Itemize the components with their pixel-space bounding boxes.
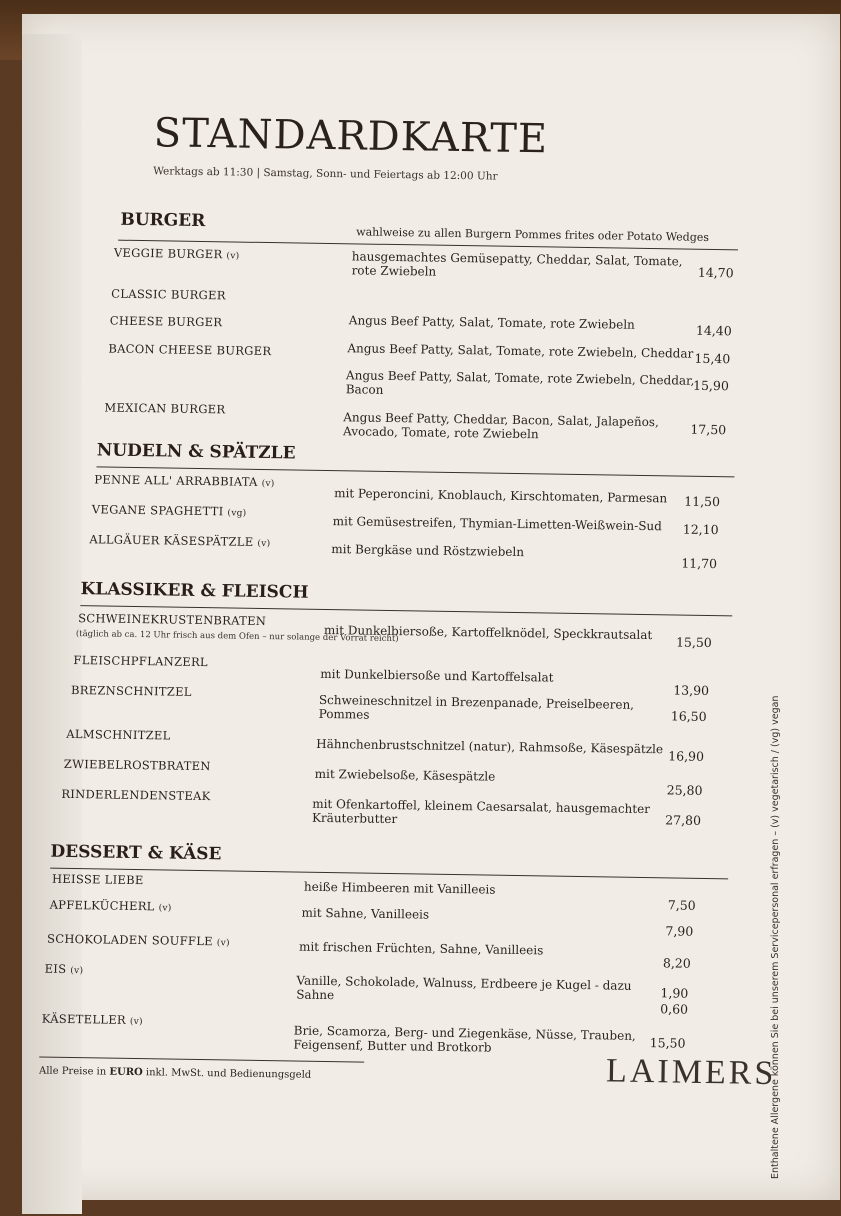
item-price: 11,50 xyxy=(684,493,721,510)
footer-divider xyxy=(39,1057,364,1063)
item-name: SCHOKOLADEN SOUFFLE (v) xyxy=(46,931,230,949)
item-name: VEGGIE BURGER (v) xyxy=(113,245,240,262)
item-name: HEISSE LIEBE xyxy=(51,871,144,888)
item-name: BREZNSCHNITZEL xyxy=(70,682,192,699)
section-title: KLASSIKER & FLEISCH xyxy=(80,579,309,603)
item-price: 27,80 xyxy=(665,812,702,828)
item-name: KÄSETELLER (v) xyxy=(41,1011,143,1028)
item-price: 16,90 xyxy=(668,748,705,764)
item-price: 11,70 xyxy=(681,555,718,572)
section-title: BURGER xyxy=(120,209,206,232)
restaurant-logo: LAIMERS xyxy=(605,1052,777,1093)
item-price: 12,10 xyxy=(682,521,719,538)
item-name: ZWIEBELROSTBRATEN xyxy=(63,756,211,774)
item-description: Hähnchenbrustschnitzel (natur), Rahmsoße, Käsespätzle xyxy=(316,736,664,757)
item-description: mit Bergkäse und Röstzwiebeln xyxy=(331,542,525,560)
menu-item xyxy=(61,786,755,828)
item-name: CHEESE BURGER xyxy=(109,313,223,330)
menu-item xyxy=(73,286,763,303)
item-name: SCHWEINEKRUSTENBRATEN xyxy=(78,611,267,629)
section-title: DESSERT & KÄSE xyxy=(50,841,222,865)
item-name: FLEISCHPFLANZERL xyxy=(73,653,209,670)
item-description: mit Zwiebelsoße, Käsespätzle xyxy=(314,766,496,784)
menu-item xyxy=(69,532,759,572)
price-footnote: Alle Preise in EURO inkl. MwSt. und Bedienungsgeld xyxy=(38,1065,312,1081)
item-description: heiße Himbeeren mit Vanilleeis xyxy=(303,879,496,897)
item-description: mit Dunkelbiersoße, Kartoffelknödel, Speckkrautsalat xyxy=(323,622,653,643)
menu-item xyxy=(74,245,764,281)
item-note: (täglich ab ca. 12 Uhr frisch aus dem Ofen – nur solange der Vorrat reicht) xyxy=(75,629,399,645)
item-name: ALMSCHNITZEL xyxy=(66,726,171,743)
item-name: CLASSIC BURGER xyxy=(111,286,226,303)
item-price: 15,90 xyxy=(692,377,729,394)
item-price-extra: 0,60 xyxy=(660,1001,689,1017)
item-description: Angus Beef Patty, Salat, Tomate, rote Zwiebeln, Cheddar xyxy=(347,341,694,361)
item-description: Vanille, Schokolade, Walnuss, Erdbeere je Kugel - dazu Sahne xyxy=(296,973,632,1003)
menu-item xyxy=(66,726,756,764)
item-price: 15,40 xyxy=(694,350,731,367)
item-description: mit Ofenkartoffel, kleinem Caesarsalat, hausgemachter Kräuterbutter xyxy=(311,796,651,827)
item-name: APFELKÜCHERL (v) xyxy=(49,897,172,914)
item-price: 25,80 xyxy=(666,782,703,798)
menu-item xyxy=(72,364,762,397)
opening-hours: Werktags ab 11:30 | Samstag, Sonn- und Feiertags ab 12:00 Uhr xyxy=(153,165,498,183)
item-price: 16,50 xyxy=(670,708,707,724)
item-description: mit frischen Früchten, Sahne, Vanilleeis xyxy=(298,939,544,958)
item-name: EIS (v) xyxy=(44,961,84,977)
item-description: hausgemachtes Gemüsepatty, Cheddar, Salat, Tomate, rote Zwiebeln xyxy=(351,249,683,279)
menu-page xyxy=(22,14,840,1200)
item-description: Schweineschnitzel in Brezenpanade, Preiselbeeren, Pommes xyxy=(318,692,635,722)
menu-item xyxy=(71,400,761,442)
item-description: Brie, Scamorza, Berg- und Ziegenkäse, Nüsse, Trauben, Feigensenf, Butter und Brotkorb xyxy=(293,1023,636,1055)
menu-item xyxy=(73,337,763,367)
item-description: Angus Beef Patty, Cheddar, Bacon, Salat, Jalapeños, Avocado, Tomate, rote Zwiebeln xyxy=(342,410,659,442)
item-description: mit Sahne, Vanilleeis xyxy=(301,905,430,922)
item-description: mit Peperoncini, Knoblauch, Kirschtomaten, Parmesan xyxy=(334,486,668,506)
item-description: Angus Beef Patty, Salat, Tomate, rote Zwiebeln xyxy=(348,313,635,332)
menu-sheet xyxy=(38,54,841,1216)
section-klassiker xyxy=(61,579,759,828)
item-name: VEGANE SPAGHETTI (vg) xyxy=(91,502,247,519)
section-burger xyxy=(75,209,765,442)
section-dessert xyxy=(41,841,755,1055)
item-price: 15,50 xyxy=(649,1035,686,1051)
section-divider xyxy=(50,868,728,880)
item-price: 1,90 xyxy=(660,985,689,1001)
menu-item xyxy=(68,611,758,651)
menu-item xyxy=(73,309,763,339)
allergen-note: Enthaltene Allergene können Sie bei unserem Servicepersonal erfragen – (v) vegetarisch / (vg) vegan xyxy=(770,695,781,1179)
item-price: 17,50 xyxy=(690,421,727,438)
item-name: PENNE ALL' ARRABBIATA (v) xyxy=(94,472,275,490)
item-description: Angus Beef Patty, Salat, Tomate, rote Zwiebeln, Cheddar, Bacon xyxy=(345,368,695,397)
item-price: 15,50 xyxy=(675,634,712,651)
menu-item xyxy=(70,472,760,510)
item-name: BACON CHEESE BURGER xyxy=(108,341,272,359)
item-price: 14,70 xyxy=(697,264,734,281)
item-price: 14,40 xyxy=(695,322,732,339)
item-description: mit Gemüsestreifen, Thymian-Limetten-Weißwein-Sud xyxy=(332,514,662,534)
item-name: MEXICAN BURGER xyxy=(104,400,226,417)
item-name: RINDERLENDENSTEAK xyxy=(61,786,211,804)
item-price: 7,90 xyxy=(665,923,694,939)
item-name: ALLGÄUER KÄSESPÄTZLE (v) xyxy=(89,532,271,550)
item-description: mit Dunkelbiersoße und Kartoffelsalat xyxy=(320,666,554,685)
item-price: 7,50 xyxy=(667,897,696,913)
menu-title: STANDARDKARTE xyxy=(153,110,549,163)
section-note: wahlweise zu allen Burgern Pommes frites oder Potato Wedges xyxy=(356,225,710,244)
item-price: 8,20 xyxy=(662,955,691,971)
section-title: NUDELN & SPÄTZLE xyxy=(96,440,296,464)
item-price: 13,90 xyxy=(673,682,710,699)
